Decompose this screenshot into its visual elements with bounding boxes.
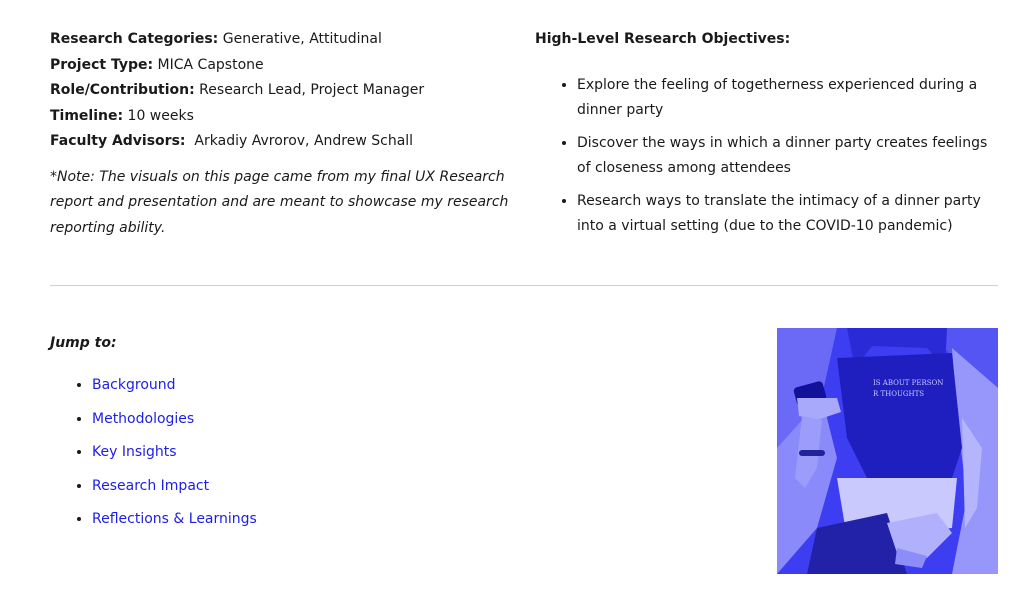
- research-categories-label: Research Categories:: [50, 31, 219, 47]
- section-divider: [50, 285, 998, 286]
- research-objectives: [535, 27, 995, 247]
- project-type-value: MICA Capstone: [153, 56, 264, 73]
- jump-to-list: [50, 375, 450, 529]
- project-type: [50, 53, 520, 79]
- jump-to-nav: [50, 333, 450, 543]
- role-value: Research Lead, Project Manager: [194, 82, 425, 98]
- jump-item-research-impact: [92, 476, 450, 496]
- jump-link-key-insights[interactable]: Key Insights: [92, 444, 177, 460]
- visuals-note: *Note: The visuals on this page came from my final UX Research report and presentation and are meant to showcase my research reporting ability.: [50, 168, 509, 236]
- role-label: Role/Contribution:: [50, 82, 195, 98]
- objectives-list: [535, 73, 995, 240]
- jump-link-research-impact[interactable]: Research Impact: [92, 477, 210, 494]
- project-type-label: Project Type:: [50, 56, 154, 73]
- jump-link-background[interactable]: Background: [92, 377, 176, 393]
- jump-item-reflections: [92, 509, 450, 529]
- research-categories-value: Generative, Attitudinal: [218, 31, 382, 47]
- timeline-value: 10 weeks: [123, 107, 194, 124]
- faculty-advisors: [50, 129, 520, 155]
- jump-to-heading: Jump to:: [50, 335, 117, 351]
- timeline-label: Timeline:: [50, 107, 124, 124]
- jump-link-reflections[interactable]: Reflections & Learnings: [92, 511, 257, 527]
- advisors-label: Faculty Advisors:: [50, 133, 186, 149]
- objective-item: • Discover the ways in which a dinner party creates feelings of closeness among attendees: [577, 131, 995, 182]
- objectives-heading: High-Level Research Objectives:: [535, 31, 791, 47]
- project-photo: [777, 328, 998, 574]
- jump-link-methodologies[interactable]: Methodologies: [92, 410, 195, 427]
- project-meta: [50, 27, 520, 241]
- jump-item-methodologies: [92, 409, 450, 429]
- shirt-text-line1: IS ABOUT PERSON: [873, 379, 944, 387]
- objective-item: • Research ways to translate the intimacy of a dinner party into a virtual setting (due to the COVID-10 pandemic): [577, 189, 995, 240]
- photo-illustration: [777, 328, 998, 574]
- objective-item: • Explore the feeling of togetherness experienced during a dinner party: [577, 73, 995, 124]
- research-categories: [50, 27, 520, 53]
- role-contribution: [50, 78, 520, 104]
- jump-item-key-insights: [92, 442, 450, 462]
- timeline: [50, 104, 520, 130]
- jump-item-background: [92, 375, 450, 395]
- shirt-text-line2: R THOUGHTS: [873, 390, 925, 398]
- advisors-value: Arkadiy Avrorov, Andrew Schall: [185, 133, 414, 149]
